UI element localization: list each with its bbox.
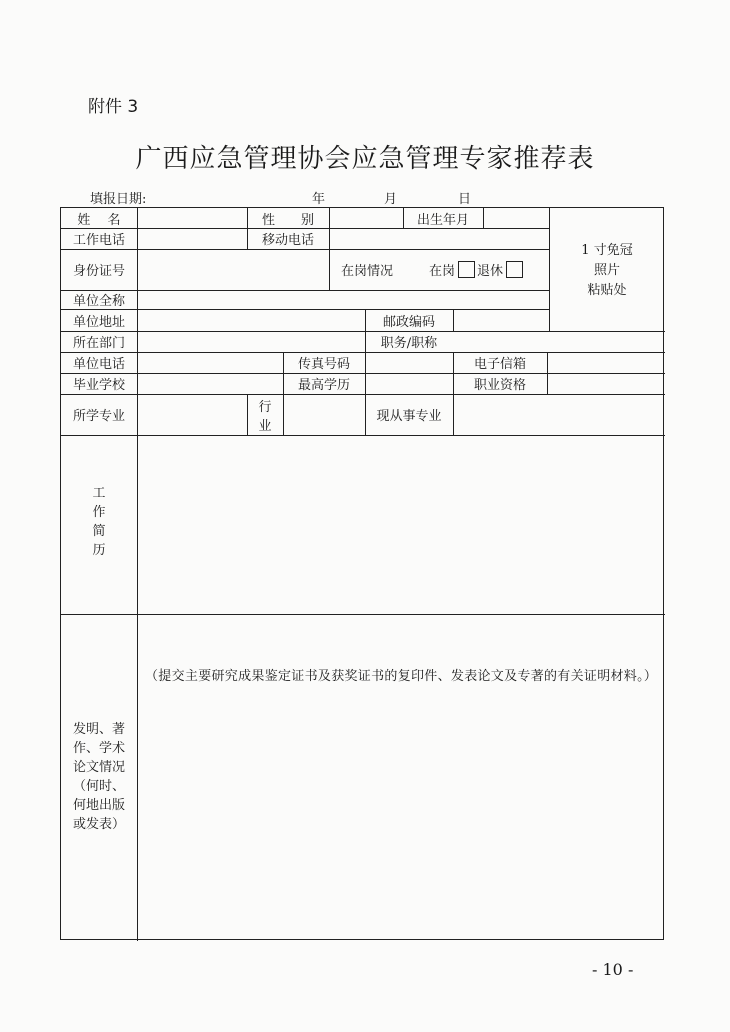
- label-industry-1: 行: [258, 399, 272, 415]
- recommendation-form: [60, 207, 664, 940]
- inventions-line: 或发表）: [72, 817, 125, 832]
- label-school: 毕业学校: [72, 378, 125, 393]
- col-line: [365, 352, 366, 394]
- label-mobile: 移动电话: [261, 233, 314, 248]
- label-email: 电子信箱: [473, 357, 526, 372]
- label-current-major: 现从事专业: [376, 409, 442, 424]
- label-department: 所在部门: [72, 336, 125, 351]
- col-line: [453, 309, 454, 331]
- label-on-duty: 在岗: [428, 264, 455, 279]
- col-line: [137, 208, 138, 941]
- label-gender: 性 别: [261, 212, 314, 228]
- resume-char: 作: [92, 505, 106, 520]
- label-unit-name: 单位全称: [72, 294, 125, 309]
- attachment-label: 附件 3: [88, 97, 139, 117]
- inventions-line: （何时、: [72, 779, 125, 794]
- fill-date-label: 填报日期:: [90, 192, 147, 207]
- col-line: [483, 208, 484, 228]
- fill-date-year: 年: [312, 192, 326, 207]
- inventions-line: 何地出版: [72, 798, 125, 813]
- inventions-line: 作、学术: [72, 741, 125, 756]
- label-work-resume: [61, 484, 137, 560]
- resume-char: 简: [92, 524, 106, 539]
- label-fax: 传真号码: [297, 357, 350, 372]
- label-work-phone: 工作电话: [72, 233, 125, 248]
- inventions-line: 发明、著: [72, 722, 125, 737]
- row-line: [61, 435, 665, 436]
- photo-line-2: 照片: [593, 262, 620, 278]
- fill-date-day: 日: [458, 192, 472, 207]
- status-options: [405, 249, 549, 290]
- col-line: [547, 352, 548, 394]
- row-line: [61, 331, 665, 332]
- resume-char: 历: [92, 543, 106, 558]
- label-qualification: 职业资格: [473, 378, 526, 393]
- label-postcode: 邮政编码: [382, 314, 435, 330]
- row-line: [61, 394, 665, 395]
- photo-line-1: 1 寸免冠: [581, 242, 633, 258]
- on-duty-checkbox[interactable]: [458, 261, 475, 278]
- inventions-note: （提交主要研究成果鉴定证书及获奖证书的复印件、发表论文及专著的有关证明材料。）: [145, 669, 658, 684]
- label-id-number: 身份证号: [72, 264, 125, 279]
- label-major: 所学专业: [72, 409, 125, 424]
- col-line: [453, 394, 454, 435]
- label-inventions: [61, 720, 137, 834]
- page-title: 广西应急管理协会应急管理专家推荐表: [135, 144, 595, 174]
- label-retired: 退休: [477, 264, 504, 279]
- label-name: 姓 名: [77, 212, 121, 228]
- col-line: [283, 394, 284, 435]
- label-birth: 出生年月: [416, 212, 469, 228]
- label-degree: 最高学历: [297, 378, 350, 393]
- row-line: [61, 614, 665, 615]
- resume-char: 工: [92, 486, 106, 501]
- col-line: [329, 208, 330, 249]
- label-unit-address: 单位地址: [72, 314, 125, 330]
- label-unit-phone: 单位电话: [72, 357, 125, 372]
- photo-line-3: 粘贴处: [587, 282, 627, 298]
- label-status: 在岗情况: [340, 264, 393, 279]
- page-number: - 10 -: [592, 960, 634, 979]
- retired-checkbox[interactable]: [506, 261, 523, 278]
- label-position: 职务/职称: [380, 336, 438, 351]
- label-industry-2: 业: [258, 418, 272, 434]
- fill-date-month: 月: [384, 192, 398, 207]
- inventions-line: 论文情况: [72, 760, 125, 775]
